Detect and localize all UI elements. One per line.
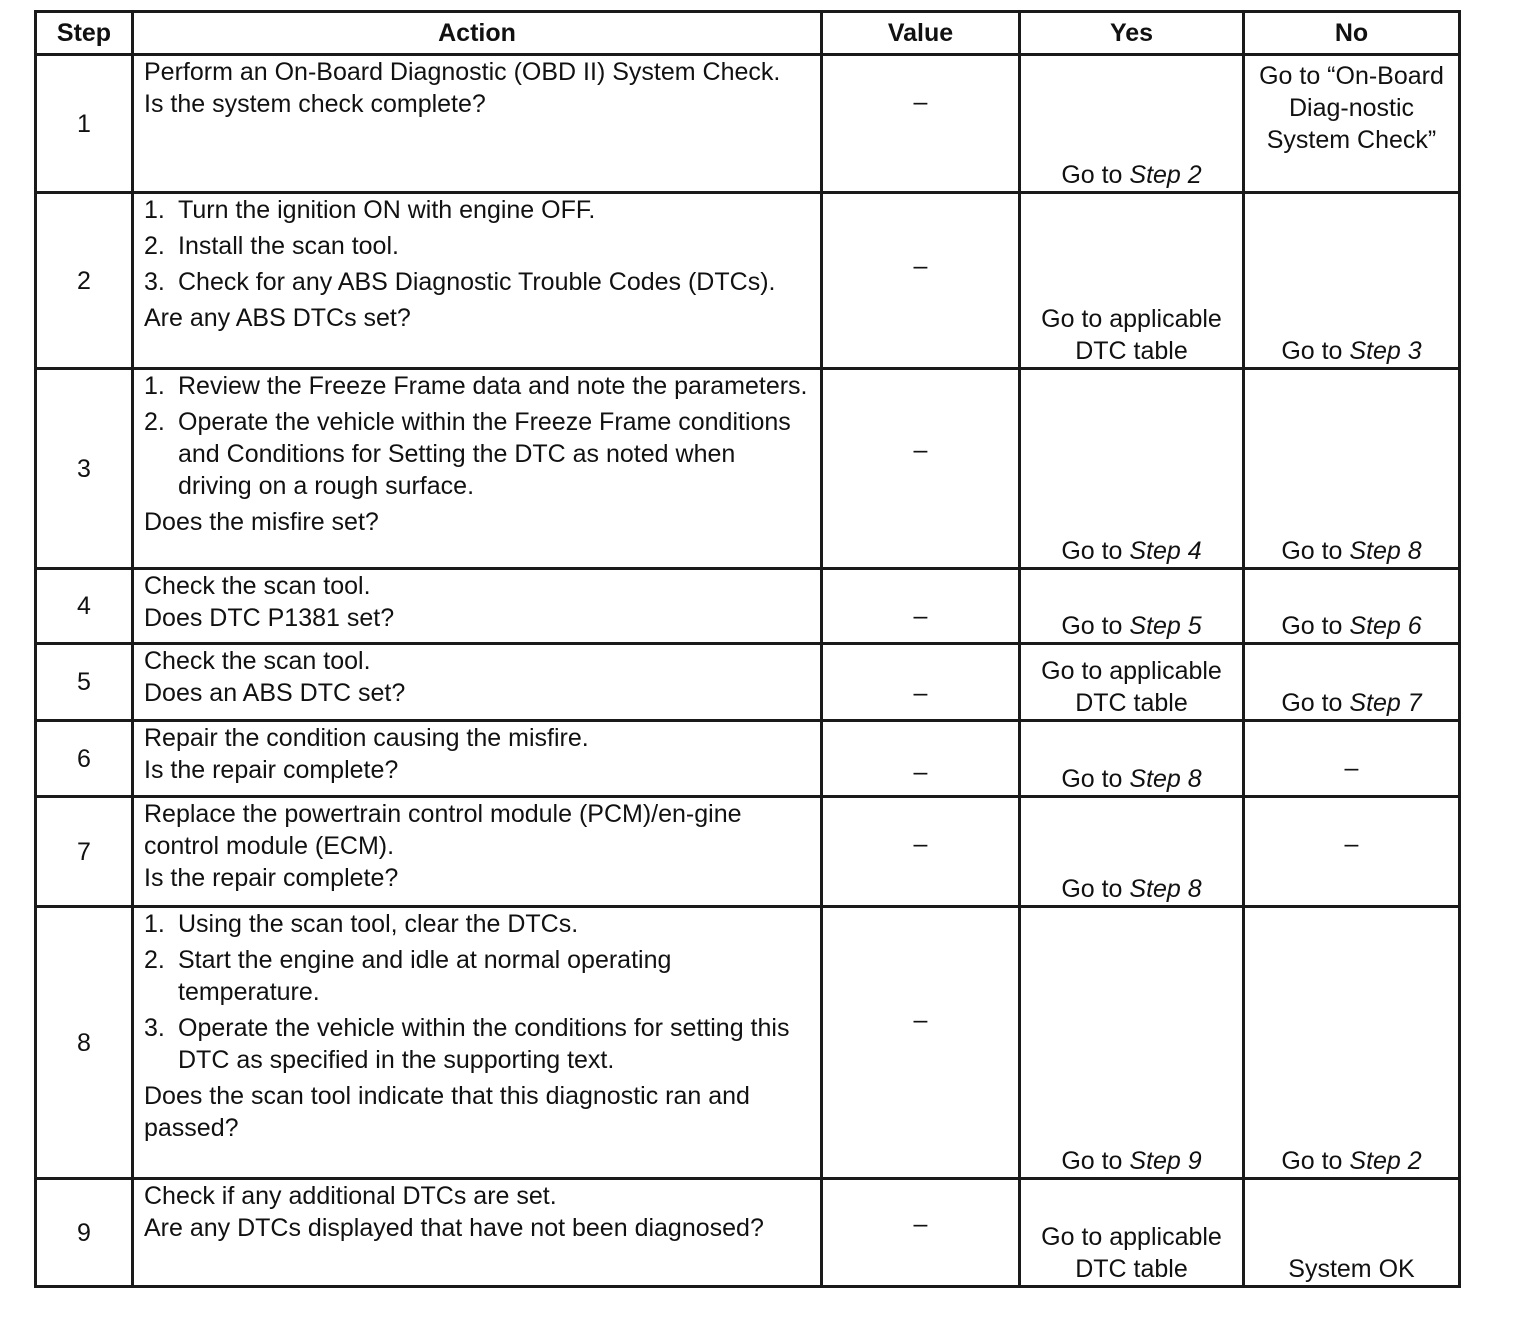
no-goto-prefix: Go to [1281, 337, 1350, 365]
yes-step-reference: Step 5 [1129, 612, 1202, 640]
value-cell [822, 569, 1020, 644]
no-cell [1244, 55, 1460, 193]
step-cell: 5 [36, 644, 133, 721]
step-cell: 9 [36, 1179, 133, 1287]
no-goto-prefix: Go to [1281, 689, 1350, 717]
table-row [36, 721, 1460, 797]
value-dash: – [913, 1006, 928, 1034]
no-result-text: – [1344, 830, 1359, 858]
diagnostic-table-wrapper [34, 10, 1461, 1288]
value-dash: – [913, 436, 928, 464]
yes-cell [1020, 369, 1244, 569]
action-step-text: Using the scan tool, clear the DTCs. [178, 910, 579, 938]
action-step-item [144, 370, 810, 402]
no-result-text: System OK [1288, 1255, 1415, 1283]
action-cell [133, 55, 822, 193]
action-step-text: Operate the vehicle within the conditions for setting this DTC as specified in the supporting text. [178, 1014, 790, 1074]
action-cell [133, 797, 822, 907]
no-goto-prefix: Go to [1281, 1147, 1350, 1175]
action-cell [133, 1179, 822, 1287]
yes-result-text: Go to applicable DTC table [1041, 657, 1222, 717]
header-action: Action [133, 12, 822, 55]
action-step-item [144, 230, 810, 262]
action-steps-list [144, 908, 810, 1076]
yes-goto-prefix: Go to [1061, 1147, 1130, 1175]
step-cell: 3 [36, 369, 133, 569]
action-step-text: Install the scan tool. [178, 232, 399, 260]
action-line: Replace the powertrain control module (PCM)/en-gine control module (ECM). [144, 800, 742, 860]
no-cell [1244, 369, 1460, 569]
no-cell [1244, 721, 1460, 797]
header-value: Value [822, 12, 1020, 55]
yes-cell [1020, 907, 1244, 1179]
action-line: Check the scan tool. [144, 572, 371, 600]
table-row [36, 644, 1460, 721]
no-cell [1244, 193, 1460, 369]
diagnostic-table [34, 10, 1461, 1288]
value-cell [822, 644, 1020, 721]
no-result-text: Go to “On-Board Diag-nostic System Check” [1259, 62, 1444, 154]
value-cell [822, 721, 1020, 797]
action-step-item [144, 194, 810, 226]
action-line: Does an ABS DTC set? [144, 679, 406, 707]
table-row [36, 1179, 1460, 1287]
yes-step-reference: Step 9 [1129, 1147, 1202, 1175]
table-row [36, 369, 1460, 569]
table-row [36, 569, 1460, 644]
table-row [36, 55, 1460, 193]
action-step-item [144, 406, 810, 502]
no-cell [1244, 797, 1460, 907]
action-cell [133, 369, 822, 569]
action-step-number: 3. [144, 268, 165, 296]
yes-cell [1020, 55, 1244, 193]
value-dash: – [913, 252, 928, 280]
no-goto-prefix: Go to [1281, 537, 1350, 565]
action-line: Perform an On-Board Diagnostic (OBD II) System Check. [144, 58, 781, 86]
action-step-item [144, 266, 810, 298]
action-steps-list [144, 194, 810, 298]
yes-cell [1020, 721, 1244, 797]
value-dash: – [913, 602, 928, 630]
yes-step-reference: Step 4 [1129, 537, 1202, 565]
table-row [36, 907, 1460, 1179]
yes-result-text: Go to applicable DTC table [1041, 1223, 1222, 1283]
value-cell [822, 1179, 1020, 1287]
value-cell [822, 55, 1020, 193]
action-step-number: 2. [144, 232, 165, 260]
no-step-reference: Step 2 [1349, 1147, 1422, 1175]
no-step-reference: Step 6 [1349, 612, 1422, 640]
action-line: Does the scan tool indicate that this diagnostic ran and passed? [144, 1082, 750, 1142]
action-cell [133, 907, 822, 1179]
step-cell: 4 [36, 569, 133, 644]
step-cell: 7 [36, 797, 133, 907]
no-cell [1244, 569, 1460, 644]
action-line: Is the system check complete? [144, 90, 486, 118]
no-cell [1244, 907, 1460, 1179]
yes-cell [1020, 1179, 1244, 1287]
no-cell [1244, 1179, 1460, 1287]
action-steps-list [144, 370, 810, 502]
header-step: Step [36, 12, 133, 55]
action-line: Is the repair complete? [144, 756, 399, 784]
no-step-reference: Step 7 [1349, 689, 1422, 717]
no-step-reference: Step 3 [1349, 337, 1422, 365]
action-line: Check if any additional DTCs are set. [144, 1182, 557, 1210]
no-step-reference: Step 8 [1349, 537, 1422, 565]
action-line: Check the scan tool. [144, 647, 371, 675]
action-step-number: 1. [144, 910, 165, 938]
value-cell [822, 797, 1020, 907]
yes-cell [1020, 569, 1244, 644]
no-cell [1244, 644, 1460, 721]
value-cell [822, 369, 1020, 569]
action-step-number: 2. [144, 946, 165, 974]
yes-goto-prefix: Go to [1061, 612, 1130, 640]
action-line: Does the misfire set? [144, 508, 379, 536]
no-goto-prefix: Go to [1281, 612, 1350, 640]
value-dash: – [913, 758, 928, 786]
yes-cell [1020, 644, 1244, 721]
yes-goto-prefix: Go to [1061, 875, 1130, 903]
action-cell [133, 721, 822, 797]
action-line: Repair the condition causing the misfire. [144, 724, 589, 752]
action-step-item [144, 944, 810, 1008]
action-step-text: Start the engine and idle at normal operating temperature. [178, 946, 672, 1006]
action-line: Are any DTCs displayed that have not been diagnosed? [144, 1214, 764, 1242]
action-step-number: 3. [144, 1014, 165, 1042]
header-row [36, 12, 1460, 55]
action-step-item [144, 908, 810, 940]
action-cell [133, 569, 822, 644]
action-step-text: Review the Freeze Frame data and note the parameters. [178, 372, 808, 400]
step-cell: 1 [36, 55, 133, 193]
yes-result-text: Go to applicable DTC table [1041, 305, 1222, 365]
yes-step-reference: Step 8 [1129, 765, 1202, 793]
yes-cell [1020, 797, 1244, 907]
step-cell: 8 [36, 907, 133, 1179]
yes-goto-prefix: Go to [1061, 161, 1130, 189]
value-cell [822, 907, 1020, 1179]
action-step-text: Operate the vehicle within the Freeze Frame conditions and Conditions for Setting the DTC as noted when driving on a rough surface. [178, 408, 791, 500]
table-row [36, 193, 1460, 369]
action-step-number: 2. [144, 408, 165, 436]
step-cell: 2 [36, 193, 133, 369]
action-step-text: Turn the ignition ON with engine OFF. [178, 196, 596, 224]
action-step-number: 1. [144, 372, 165, 400]
value-dash: – [913, 679, 928, 707]
no-result-text: – [1344, 754, 1359, 782]
step-cell: 6 [36, 721, 133, 797]
value-dash: – [913, 88, 928, 116]
action-step-item [144, 1012, 810, 1076]
yes-step-reference: Step 8 [1129, 875, 1202, 903]
value-cell [822, 193, 1020, 369]
action-step-number: 1. [144, 196, 165, 224]
action-line: Are any ABS DTCs set? [144, 304, 411, 332]
action-step-text: Check for any ABS Diagnostic Trouble Codes (DTCs). [178, 268, 776, 296]
header-no: No [1244, 12, 1460, 55]
action-line: Does DTC P1381 set? [144, 604, 395, 632]
value-dash: – [913, 1210, 928, 1238]
yes-goto-prefix: Go to [1061, 537, 1130, 565]
action-cell [133, 193, 822, 369]
action-line: Is the repair complete? [144, 864, 399, 892]
header-yes: Yes [1020, 12, 1244, 55]
yes-goto-prefix: Go to [1061, 765, 1130, 793]
action-cell [133, 644, 822, 721]
yes-cell [1020, 193, 1244, 369]
table-row [36, 797, 1460, 907]
yes-step-reference: Step 2 [1129, 161, 1202, 189]
value-dash: – [913, 830, 928, 858]
